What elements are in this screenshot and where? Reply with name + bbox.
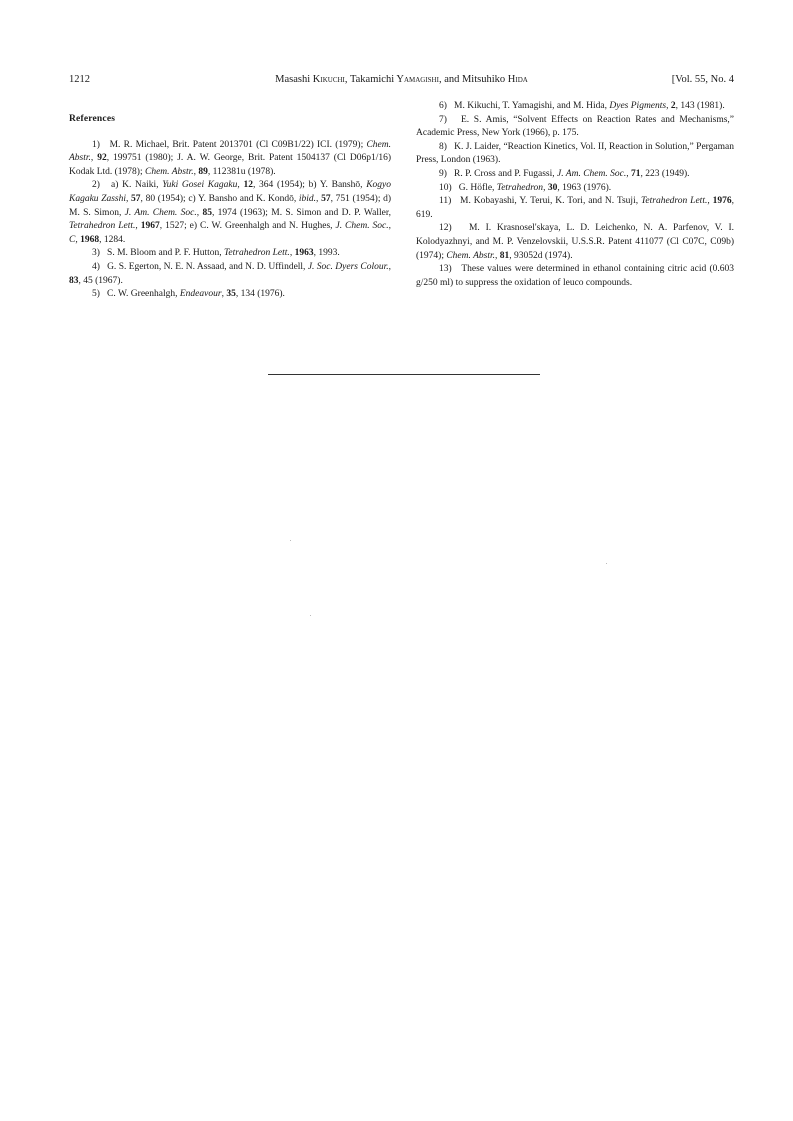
reference-item: 1) M. R. Michael, Brit. Patent 2013701 (Cl C09B1/22) ICI. (1979); Chem. Abstr., 92, 199751 (1980); J. A. W. George, Brit. Patent 1504137 (Cl D06p1/16) Kodak Ltd. (1978); Chem. Abstr., 89, 112381u (1978). (69, 139, 391, 177)
reference-item: 10) G. Höfle, Tetrahedron, 30, 1963 (1976). (439, 182, 612, 193)
reference-item: 12) M. I. Krasnosel'skaya, L. D. Leichenko, N. A. Parfenov, V. I. Kolodyazhnyi, and M. P. Venzelovskii, U.S.S.R. Patent 411077 (Cl C07C, C09b) (1974); Chem. Abstr., 81, 93052d (1974). (416, 223, 734, 261)
reference-item: 3) S. M. Bloom and P. F. Hutton, Tetrahedron Lett., 1963, 1993. (92, 248, 340, 259)
references-heading: References (69, 114, 116, 124)
running-authors: Masashi Kikuchi, Takamichi Yamagishi, and Mitsuhiko Hida (275, 74, 528, 85)
reference-item: 13) These values were determined in ethanol containing citric acid (0.603 g/250 ml) to suppress the oxidation of leuco compounds. (416, 264, 734, 288)
right-column (416, 100, 734, 290)
reference-item: 7) E. S. Amis, “Solvent Effects on Reaction Rates and Mechanisms,” Academic Press, New York (1966), p. 175. (416, 114, 734, 139)
running-header (69, 73, 734, 87)
volume-info: [Vol. 55, No. 4 (671, 74, 734, 85)
reference-item: 5) C. W. Greenhalgh, Endeavour, 35, 134 (1976). (92, 289, 285, 300)
end-rule (268, 374, 540, 375)
left-column (69, 100, 391, 302)
page-number: 1212 (69, 74, 90, 85)
reference-list-right (416, 100, 734, 290)
reference-item: 9) R. P. Cross and P. Fugassi, J. Am. Chem. Soc., 71, 223 (1949). (439, 168, 690, 179)
reference-item: 2) a) K. Naiki, Yuki Gosei Kagaku, 12, 364 (1954); b) Y. Banshō, Kogyo Kagaku Zasshi, 57, 80 (1954); c) Y. Bansho and K. Kondō, ibid., 57, 751 (1954); d) M. S. Simon, J. Am. Chem. Soc., 85, 1974 (1963); M. S. Simon and D. P. Waller, Tetrahedron Lett., 1967, 1527; e) C. W. Greenhalgh and N. Hughes, J. Chem. Soc., C, 1968, 1284. (69, 180, 392, 245)
reference-item: 4) G. S. Egerton, N. E. N. Assaad, and N. D. Uffindell, J. Soc. Dyers Colour., 83, 45 (1967). (69, 261, 391, 286)
reference-list-left (69, 139, 391, 302)
reference-item: 11) M. Kobayashi, Y. Terui, K. Tori, and N. Tsuji, Tetrahedron Lett., 1976, 619. (416, 196, 735, 220)
reference-item: 8) K. J. Laider, “Reaction Kinetics, Vol. II, Reaction in Solution,” Pergaman Press, London (1963). (416, 141, 734, 166)
reference-item: 6) M. Kikuchi, T. Yamagishi, and M. Hida, Dyes Pigments, 2, 143 (1981). (439, 101, 725, 111)
